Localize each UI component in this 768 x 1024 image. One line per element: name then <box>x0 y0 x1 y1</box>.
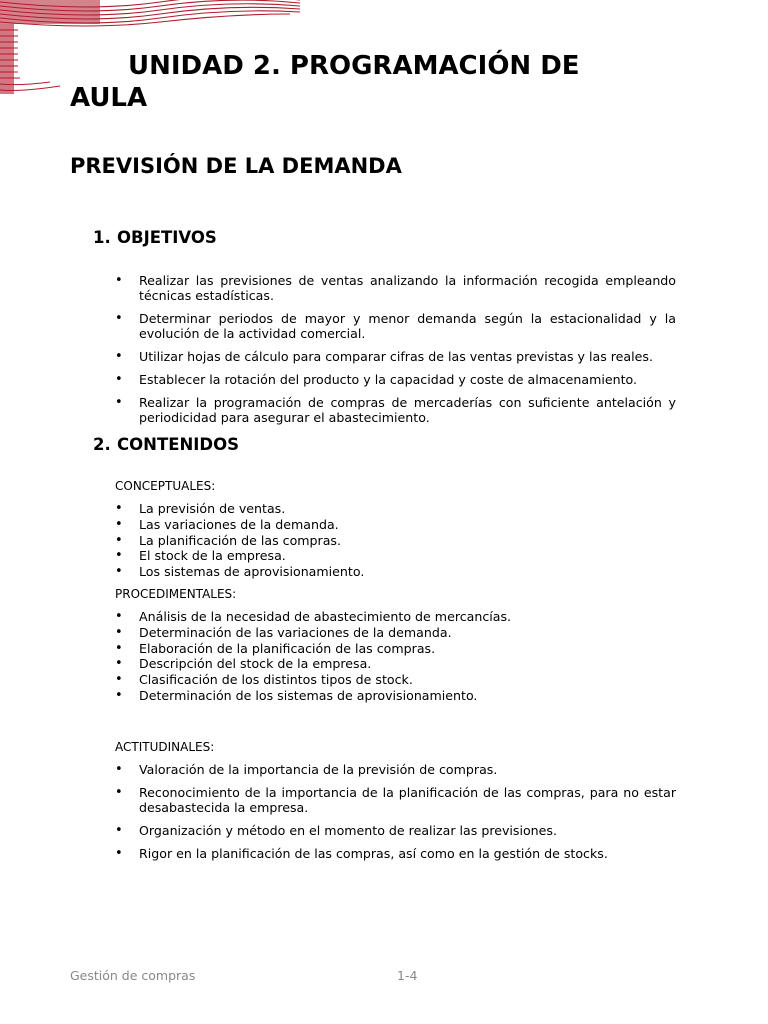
list-item: • Realizar la programación de compras de mercaderías con suficiente antelación y periodicidad para asegurar el abastecimiento. <box>115 395 676 425</box>
section-contenidos-heading: 2. CONTENIDOS <box>93 435 240 454</box>
list-item: • Realizar las previsiones de ventas analizando la información recogida empleando técnicas estadísticas. <box>115 273 676 303</box>
procedimentales-list <box>115 609 676 704</box>
list-item: • Determinar periodos de mayor y menor demanda según la estacionalidad y la evolución de la actividad comercial. <box>115 311 676 341</box>
page-subtitle: PREVISIÓN DE LA DEMANDA <box>70 154 402 178</box>
list-item: • Reconocimiento de la importancia de la planificación de las compras, para no estar desabastecida la empresa. <box>115 785 676 815</box>
list-item: • Establecer la rotación del producto y la capacidad y coste de almacenamiento. <box>115 372 676 387</box>
list-item: • Clasificación de los distintos tipos de stock. <box>115 672 676 687</box>
objectives-list <box>115 273 676 433</box>
page-title: UNIDAD 2. PROGRAMACIÓN DE AULA <box>70 51 580 113</box>
list-item: • Rigor en la planificación de las compras, así como en la gestión de stocks. <box>115 846 676 861</box>
list-item: • El stock de la empresa. <box>115 548 676 563</box>
list-item: • Determinación de los sistemas de aprovisionamiento. <box>115 688 676 703</box>
footer-title: Gestión de compras <box>70 968 196 983</box>
actitudinales-label: ACTITUDINALES: <box>115 740 215 754</box>
list-item: • Valoración de la importancia de la previsión de compras. <box>115 762 676 777</box>
list-item: • Utilizar hojas de cálculo para comparar cifras de las ventas previstas y las reales. <box>115 349 676 364</box>
actitudinales-list <box>115 762 676 869</box>
list-item: • La previsión de ventas. <box>115 501 676 516</box>
list-item: • Determinación de las variaciones de la demanda. <box>115 625 676 640</box>
list-item: • Los sistemas de aprovisionamiento. <box>115 564 676 579</box>
list-item: • La planificación de las compras. <box>115 533 676 548</box>
list-item: • Elaboración de la planificación de las compras. <box>115 641 676 656</box>
conceptuales-label: CONCEPTUALES: <box>115 479 216 493</box>
list-item: • Las variaciones de la demanda. <box>115 517 676 532</box>
list-item: • Organización y método en el momento de realizar las previsiones. <box>115 823 676 838</box>
procedimentales-label: PROCEDIMENTALES: <box>115 587 237 601</box>
section-objetivos-heading: 1. OBJETIVOS <box>93 228 217 247</box>
list-item: • Análisis de la necesidad de abastecimiento de mercancías. <box>115 609 676 624</box>
list-item: • Descripción del stock de la empresa. <box>115 656 676 671</box>
conceptuales-list <box>115 501 676 580</box>
page-number: 1-4 <box>397 968 418 983</box>
